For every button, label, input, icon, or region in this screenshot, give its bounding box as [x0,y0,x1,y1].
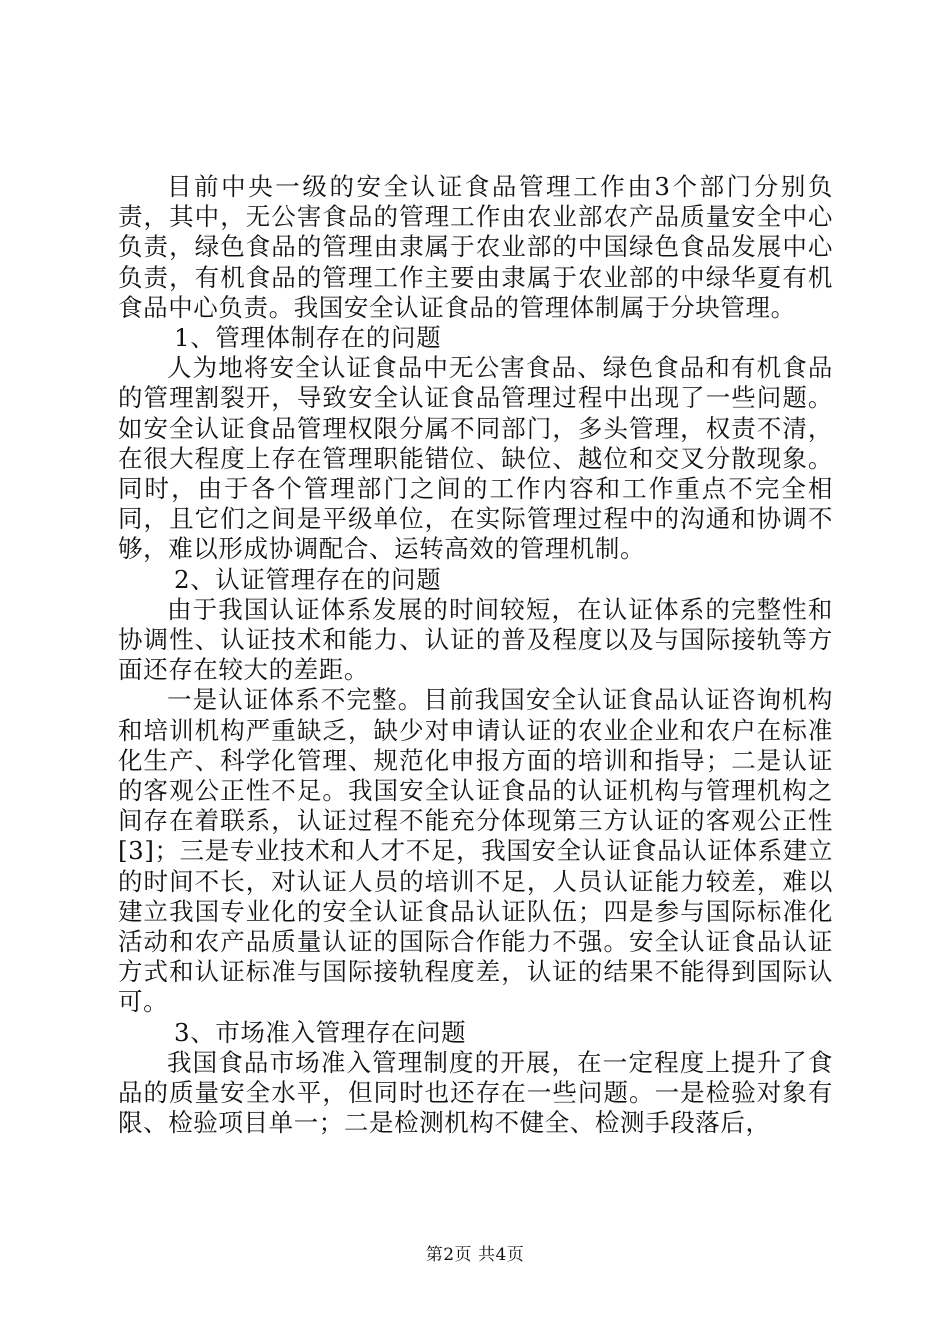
section-heading-1: 1、管理体制存在的问题 [174,323,442,353]
paragraph-management-issues: 人为地将安全认证食品中无公害食品、绿色食品和有机食品的管理割裂开，导致安全认证食品管理过程中出现了一些问题。如安全认证食品管理权限分属不同部门，多头管理，权责不清，在很大程度上存在管理职能错位、缺位、越位和交叉分散现象。同时，由于各个管理部门之间的工作内容和工作重点不完全相同，且它们之间是平级单位，在实际管理过程中的沟通和协调不够，难以形成协调配合、运转高效的管理机制。 [118,353,833,564]
page-footer: 第2页 共4页 [425,1245,525,1265]
paragraph-intro: 目前中央一级的安全认证食品管理工作由3个部门分别负责，其中，无公害食品的管理工作由农业部农产品质量安全中心负责，绿色食品的管理由隶属于农业部的中国绿色食品发展中心负责，有机食品的管理工作主要由隶属于农业部的中绿华夏有机食品中心负责。我国安全认证食品的管理体制属于分块管理。 [118,172,833,322]
section-heading-3: 3、市场准入管理存在问题 [174,1017,467,1047]
paragraph-market-access: 我国食品市场准入管理制度的开展，在一定程度上提升了食品的质量安全水平，但同时也还存在一些问题。一是检验对象有限、检验项目单一；二是检测机构不健全、检测手段落后， [118,1047,833,1138]
paragraph-certification-overview: 由于我国认证体系发展的时间较短，在认证体系的完整性和协调性、认证技术和能力、认证的普及程度以及与国际接轨等方面还存在较大的差距。 [118,594,833,685]
paragraph-certification-details: 一是认证体系不完整。目前我国安全认证食品认证咨询机构和培训机构严重缺乏，缺少对申请认证的农业企业和农户在标准化生产、科学化管理、规范化申报方面的培训和指导；二是认证的客观公正性不足。我国安全认证食品的认证机构与管理机构之间存在着联系，认证过程不能充分体现第三方认证的客观公正性[3]；三是专业技术和人才不足，我国安全认证食品认证体系建立的时间不长，对认证人员的培训不足，人员认证能力较差，难以建立我国专业化的安全认证食品认证队伍；四是参与国际标准化活动和农产品质量认证的国际合作能力不强。安全认证食品认证方式和认证标准与国际接轨程度差，认证的结果不能得到国际认可。 [118,685,833,1017]
section-heading-2: 2、认证管理存在的问题 [174,564,442,594]
document-body [118,172,833,1139]
